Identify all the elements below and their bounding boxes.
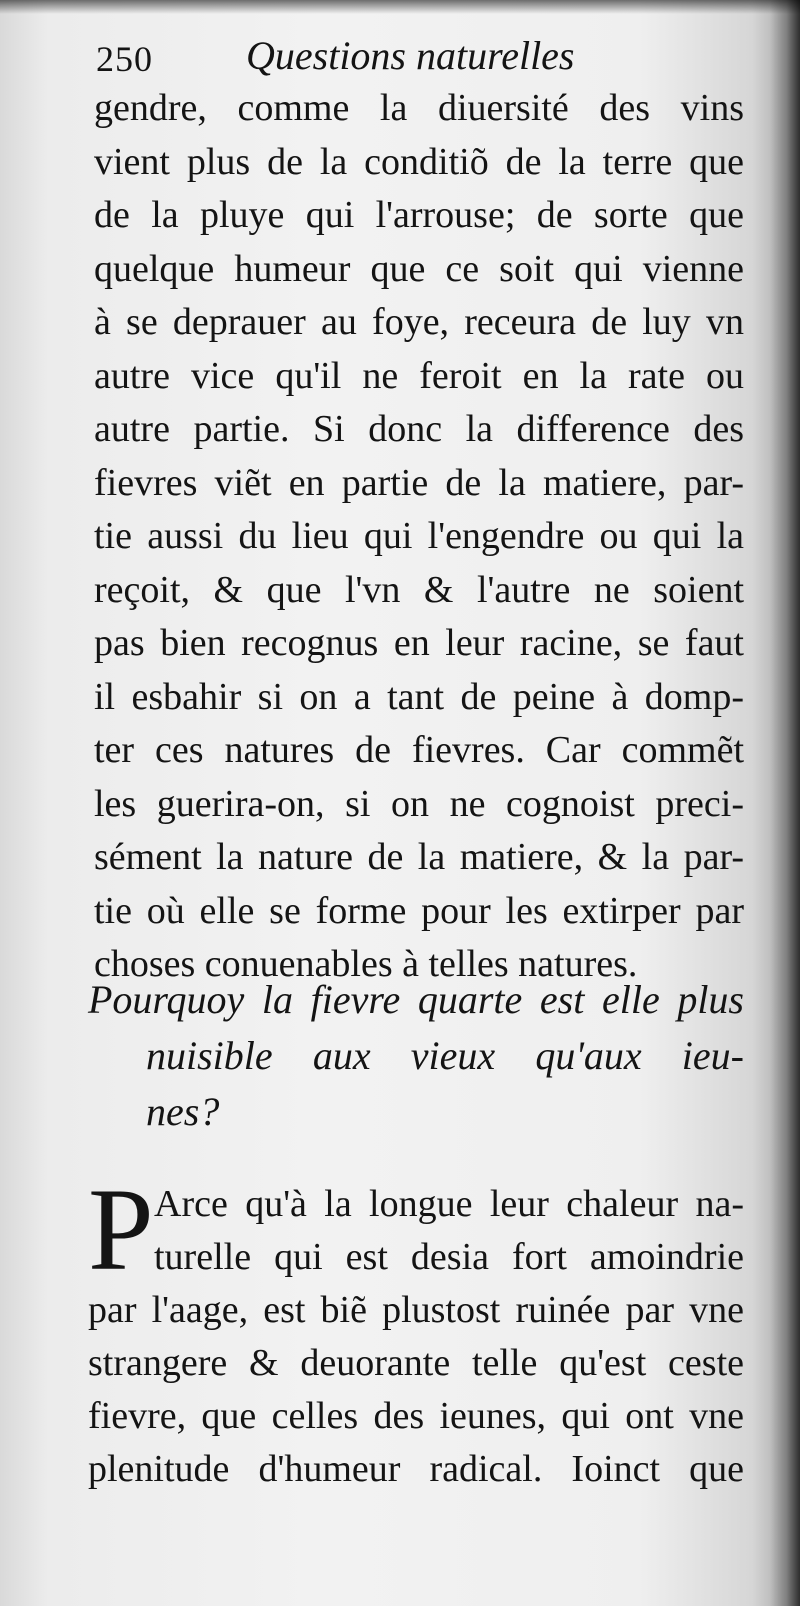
text-line: à se deprauer au foye, receura de luy vn	[94, 301, 744, 343]
answer-paragraph	[88, 1164, 744, 1496]
text-line: turelle qui est desia fort amoindrie	[154, 1236, 744, 1278]
drop-cap-initial: P	[88, 1164, 154, 1295]
text-line: Arce qu'à la longue leur chaleur na-	[154, 1183, 744, 1225]
text-line: quelque humeur que ce soit qui vienne	[94, 247, 744, 290]
running-title: Questions naturelles	[246, 33, 575, 78]
page-gutter-shadow	[770, 0, 800, 1606]
text-line: autre vice qu'il ne feroit en la rate ou	[94, 354, 744, 397]
text-line: reçoit, & que l'vn & l'autre ne soient	[94, 568, 744, 611]
text-line: fievres viẽt en partie de la matiere, par-	[94, 461, 744, 504]
text-line: il esbahir si on a tant de peine à domp-	[94, 675, 744, 718]
text-line: sément la nature de la matiere, & la par-	[94, 836, 744, 878]
question-heading	[88, 972, 744, 1140]
running-head	[96, 28, 736, 84]
text-line: pas bien recognus en leur racine, se faut	[94, 622, 744, 664]
text-line: fievre, que celles des ieunes, qui ont vne	[88, 1395, 744, 1437]
text-line: tie aussi du lieu qui l'engendre ou qui la	[94, 515, 744, 557]
text-line: par l'aage, est biẽ plustost ruinée par vne	[88, 1289, 744, 1331]
heading-line: Pourquoy la fievre quarte est elle plus	[88, 977, 744, 1022]
text-line: choses conuenables à telles natures.	[94, 943, 638, 985]
text-line: autre partie. Si donc la difference des	[94, 408, 744, 450]
body-paragraph	[94, 82, 744, 992]
heading-line: nuisible aux vieux qu'aux ieu-	[146, 1033, 744, 1078]
top-edge-shadow	[0, 0, 800, 14]
heading-line: nes?	[146, 1089, 220, 1134]
text-line: ter ces natures de fievres. Car commẽt	[94, 729, 744, 771]
text-line: les guerira-on, si on ne cognoist preci-	[94, 782, 744, 825]
text-line: gendre, comme la diuersité des vins	[94, 87, 744, 129]
text-line: de la pluye qui l'arrouse; de sorte que	[94, 194, 744, 236]
text-line: strangere & deuorante telle qu'est ceste	[88, 1342, 744, 1384]
page-number: 250	[96, 39, 153, 79]
text-line: vient plus de la conditiõ de la terre que	[94, 140, 744, 183]
text-line: tie où elle se forme pour les extirper par	[94, 889, 744, 932]
text-line: plenitude d'humeur radical. Ioinct que	[88, 1448, 744, 1490]
